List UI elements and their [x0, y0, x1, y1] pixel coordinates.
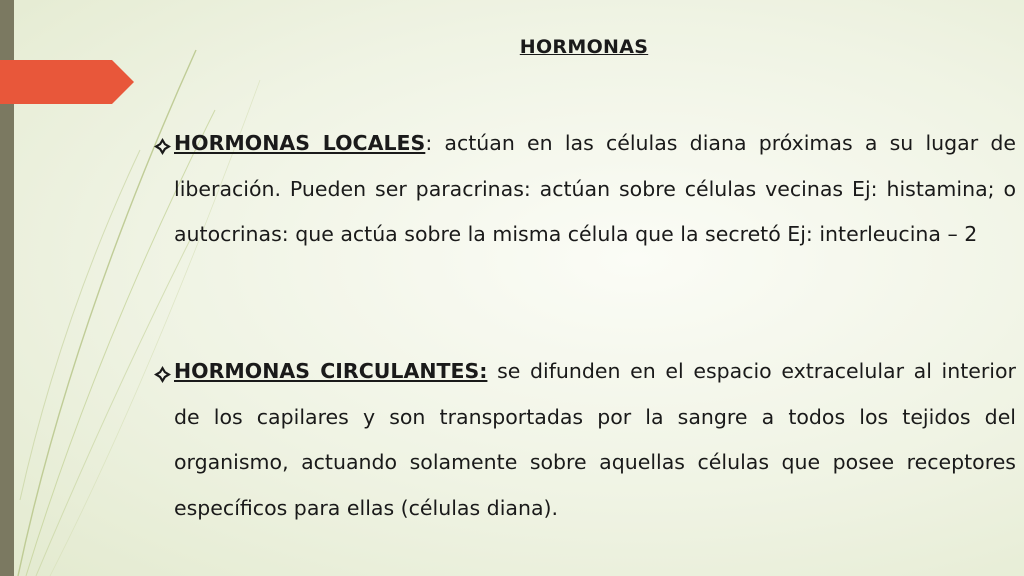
bullet-text: actúan en las células diana próximas a su lugar de liberación. Pueden ser paracrinas: actúan sobre células vecinas Ej: histamina; o autocrinas: que actúa sobre la misma célula que la secretó Ej: interleucina – 2: [174, 131, 1016, 246]
bullet-hormonas-locales: [174, 121, 1016, 258]
accent-arrow-shape: [0, 60, 134, 104]
bullet-term: HORMONAS LOCALES: [174, 131, 426, 155]
diamond-bullet-icon: [154, 366, 171, 383]
bullet-term: HORMONAS CIRCULANTES:: [174, 359, 488, 383]
bullet-separator: :: [425, 131, 445, 155]
slide-title: HORMONAS: [519, 36, 649, 58]
bullet-hormonas-circulantes: [174, 349, 1016, 531]
diamond-bullet-icon: [154, 138, 171, 155]
bullet-separator: [487, 359, 497, 383]
bullet-text: se difunden en el espacio extracelular al interior de los capilares y son transportadas por la sangre a todos los tejidos del organismo, actuando solamente sobre aquellas células que posee receptores específicos para ellas (células diana).: [174, 359, 1016, 520]
